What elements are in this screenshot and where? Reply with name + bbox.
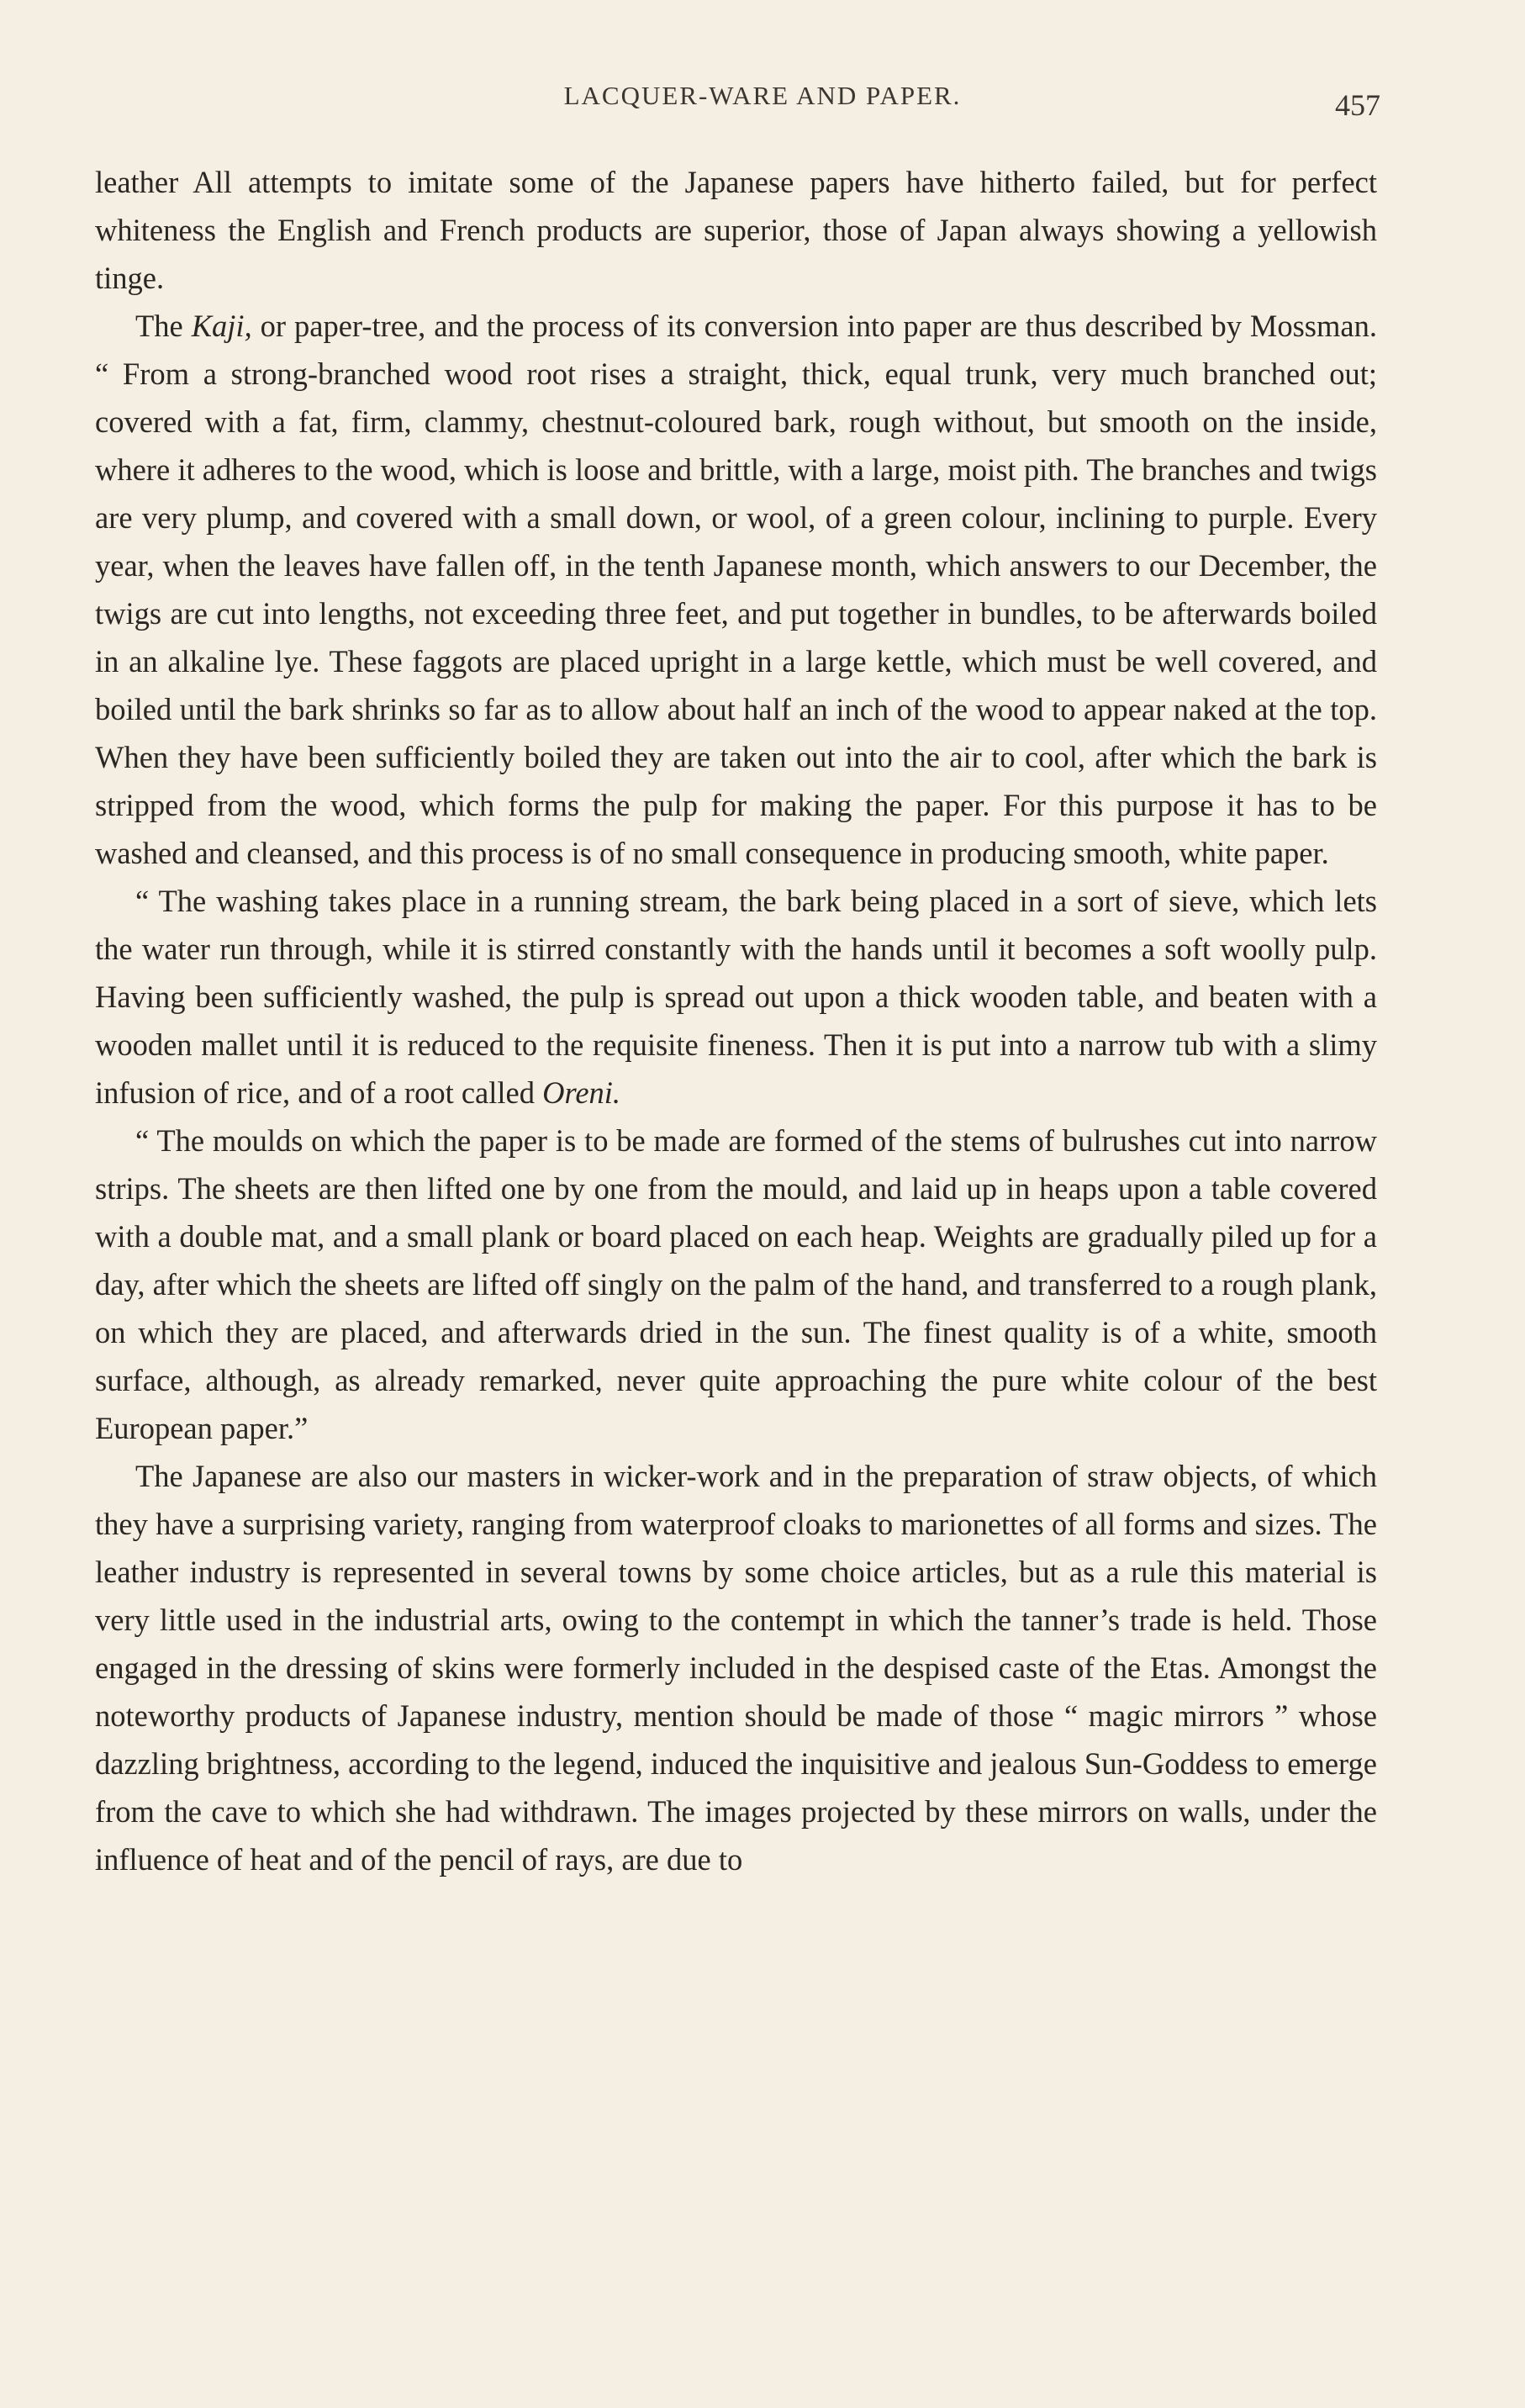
paragraph-3-body: “ The washing takes place in a running stream, the bark being placed in a sort of sieve, which lets the water run through, while it is stirred constantly with the hands until it becomes a soft woolly pulp. Having been sufficiently washed, the pulp is spread out upon a thick wooden table, and beaten with a wooden mallet until it is reduced to the requisite fineness. Then it is put into a narrow tub with a slimy infusion of rice, and of a root called: [95, 884, 1377, 1110]
oreni-term: Oreni.: [542, 1075, 621, 1110]
paragraph-1: leather All attempts to imitate some of the Japanese papers have hitherto failed, but for perfect whiteness the English and French products are superior, those of Japan always showing a yellowish tinge.: [95, 165, 1377, 295]
paragraph-4: “ The moulds on which the paper is to be made are formed of the stems of bulrushes cut into narrow strips. The sheets are then lifted one by one from the mould, and laid up in heaps upon a table covered with a double mat, and a small plank or board placed on each heap. Weights are gradually piled up for a day, after which the sheets are lifted off singly on the palm of the hand, and transferred to a rough plank, on which they are placed, and afterwards dried in the sun. The finest quality is of a white, smooth surface, although, as already remarked, never quite approaching the pure white colour of the best European paper.”: [95, 1123, 1377, 1445]
paragraph-2: [95, 302, 1377, 877]
paragraph-5: The Japanese are also our masters in wicker-work and in the preparation of straw objects, of which they have a surprising variety, ranging from waterproof cloaks to marionettes of all forms and sizes. The leather industry is represented in several towns by some choice articles, but as a rule this material is very little used in the industrial arts, owing to the contempt in which the tanner’s trade is held. Those engaged in the dressing of skins were formerly included in the despised caste of the Etas. Amongst the noteworthy products of Japanese industry, mention should be made of those “ magic mirrors ” whose dazzling brightness, according to the legend, induced the inquisitive and jealous Sun-Goddess to emerge from the cave to which she had withdrawn. The images projected by these mirrors on walls, under the influence of heat and of the pencil of rays, are due to: [95, 1459, 1377, 1877]
paragraph-3: [95, 877, 1377, 1117]
kaji-term: Kaji,: [191, 309, 252, 343]
body-text: [95, 158, 1377, 1883]
running-title: LACQUER-WARE AND PAPER.: [563, 81, 962, 110]
paragraph-2-body: or paper-tree, and the process of its conversion into paper are thus described by Mossman. “ From a strong-branched wood root rises a straight, thick, equal trunk, very much branched out; covered with a fat, firm, clammy, chestnut-coloured bark, rough without, but smooth on the inside, where it adheres to the wood, which is loose and brittle, with a large, moist pith. The branches and twigs are very plump, and covered with a small down, or wool, of a green colour, inclining to purple. Every year, when the leaves have fallen off, in the tenth Japanese month, which answers to our December, the twigs are cut into lengths, not exceeding three feet, and put together in bundles, to be afterwards boiled in an alkaline lye. These faggots are placed upright in a large kettle, which must be well covered, and boiled until the bark shrinks so far as to allow about half an inch of the wood to appear naked at the top. When they have been sufficiently boiled they are taken out into the air to cool, after which the bark is stripped from the wood, which forms the pulp for making the paper. For this purpose it has to be washed and cleansed, and this process is of no small consequence in producing smooth, white paper.: [95, 309, 1377, 870]
page-number: 457: [1335, 88, 1380, 122]
paragraph-2-lead: The: [135, 309, 192, 343]
